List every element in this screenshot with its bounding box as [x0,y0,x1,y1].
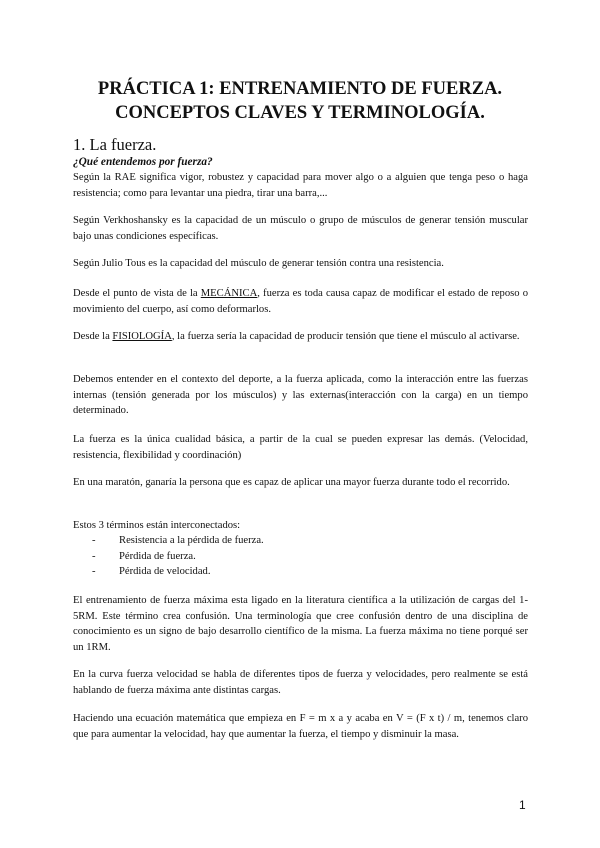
paragraph-ecuacion: Haciendo una ecuación matemática que empieza en F = m x a y acaba en V = (F x t) / m, tenemos claro que para aumentar la velocidad, hay que aumentar la fuerza, el tiempo y disminuir la masa. [73,713,528,740]
paragraph-curva: En la curva fuerza velocidad se habla de diferentes tipos de fuerza y velocidades, pero realmente se está hablando de fuerza máxima ante distintas cargas. [73,669,528,696]
paragraph-mecanica [73,286,528,317]
list-item: - Pérdida de fuerza. [92,549,264,565]
list-item: - Pérdida de velocidad. [92,564,264,580]
terminos-list [92,533,264,580]
paragraph-maraton: En una maratón, ganaría la persona que es capaz de aplicar una mayor fuerza durante todo el recorrido. [73,477,510,488]
mecanica-text-post: , fuerza es toda causa capaz de modificar el estado de reposo o movimiento del cuerpo, así como deformarlos. [73,288,528,315]
fisiologia-text-post: , la fuerza sería la capacidad de producir tensión que tiene el músculo al activarse. [171,331,520,342]
title-line-1: PRÁCTICA 1: ENTRENAMIENTO DE FUERZA. [97,79,503,99]
mecanica-text-pre: Desde el punto de vista de la [73,288,201,299]
paragraph-fisiologia [73,329,528,345]
fisiologia-term: FISIOLOGÍA [112,331,172,342]
list-item: - Resistencia a la pérdida de fuerza. [92,533,264,549]
page-title [72,77,528,125]
title-line-2: CONCEPTOS CLAVES Y TERMINOLOGÍA. [115,103,485,123]
page-number: 1 [519,798,526,812]
paragraph-rae: Según la RAE significa vigor, robustez y capacidad para mover algo o a alguien que tenga peso o haga resistencia; como para levantar una piedra, tirar una barra,... [73,172,528,199]
paragraph-tous: Según Julio Tous es la capacidad del músculo de generar tensión contra una resistencia. [73,258,444,269]
paragraph-fuerza-maxima: El entrenamiento de fuerza máxima esta ligado en la literatura científica a la utilización de cargas del 1-5RM. Este término crea confusión. Una terminología que cree confusión dentro de una disciplina de conocimiento es un signo de bajo desarrollo científico de la misma. La fuerza máxima no tiene porqué ser un 1RM. [73,595,528,653]
paragraph-cualidad: La fuerza es la única cualidad básica, a partir de la cual se pueden expresar las demás. (Velocidad, resistencia, flexibilidad y coordinación) [73,434,528,461]
section-heading: 1. La fuerza. [73,135,157,154]
section-question: ¿Qué entendemos por fuerza? [73,156,213,168]
paragraph-verkhoshansky: Según Verkhoshansky es la capacidad de un músculo o grupo de músculos de generar tensión muscular bajo unas condiciones específicas. [73,215,528,242]
paragraph-deporte: Debemos entender en el contexto del deporte, a la fuerza aplicada, como la interacción entre las fuerzas internas (tensión generada por los músculos) y las externas(interacción con la carga) en un tiempo determinado. [73,374,528,416]
paragraph-terminos-intro: Estos 3 términos están interconectados: [73,520,241,531]
fisiologia-text-pre: Desde la [73,331,113,342]
mecanica-term: MECÁNICA [200,288,258,299]
